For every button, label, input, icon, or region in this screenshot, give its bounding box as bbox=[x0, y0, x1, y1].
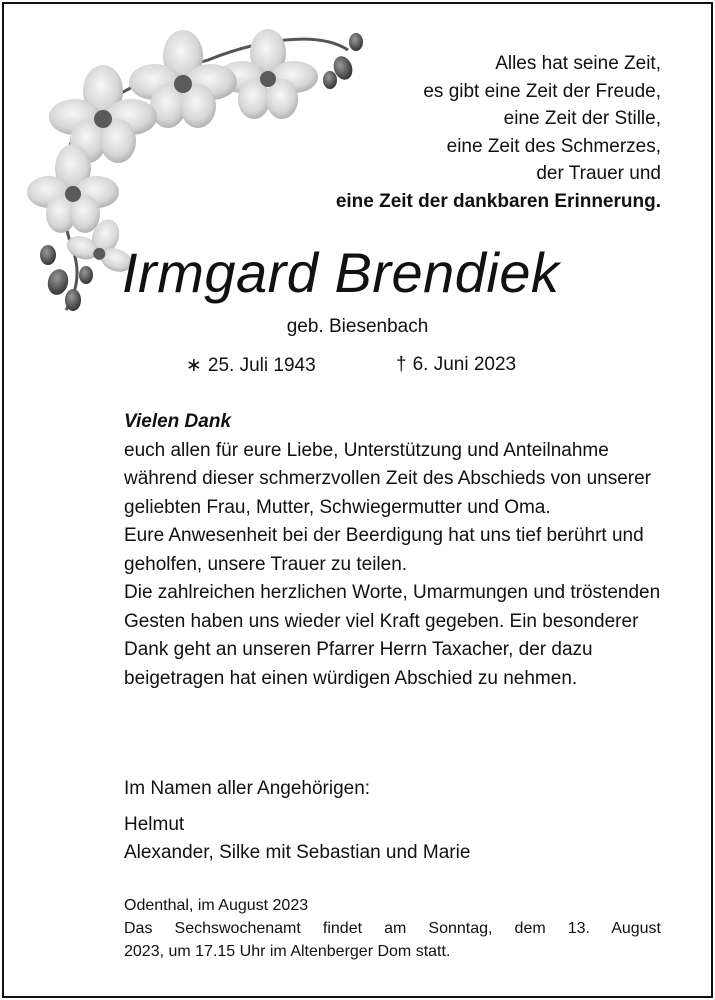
thanks-text bbox=[124, 408, 664, 693]
footer-note bbox=[124, 894, 661, 963]
poem bbox=[261, 50, 661, 215]
birth-symbol-icon: ∗ bbox=[186, 355, 202, 376]
poem-line: eine Zeit der Stille, bbox=[503, 108, 661, 129]
death-date bbox=[396, 354, 516, 376]
thanks-paragraph: Die zahlreichen herzlichen Worte, Umarmungen und tröstenden Gesten haben uns wieder viel Kraft gegeben. Ein besonderer Dank geht an unseren Pfarrer Herrn Taxacher, der dazu beigetragen hat einen würdigen Abschied zu nehmen. bbox=[124, 582, 661, 689]
poem-line: der Trauer und bbox=[536, 163, 661, 184]
signature-intro: Im Namen aller Angehörigen: bbox=[124, 778, 371, 799]
thanks-paragraph: euch allen für eure Liebe, Unterstützung und Anteilnahme während dieser schmerzvollen Zeit des Abschieds von unserer geliebten Frau, Mutter, Schwiegermutter und Oma. bbox=[124, 439, 651, 518]
signature-block bbox=[124, 775, 664, 867]
poem-bold-line: eine Zeit der dankbaren Erinnerung. bbox=[335, 190, 661, 212]
signature-name: Alexander, Silke mit Sebastian und Marie bbox=[124, 842, 471, 863]
birth-date-value: 25. Juli 1943 bbox=[207, 355, 316, 376]
birth-date bbox=[186, 354, 316, 377]
signature-name: Helmut bbox=[124, 814, 185, 835]
deceased-name: Irmgard Brendiek bbox=[122, 241, 560, 304]
service-announcement-end: 2023, um 17.15 Uhr im Altenberger Dom statt. bbox=[124, 943, 451, 960]
thanks-paragraph: Eure Anwesenheit bei der Beerdigung hat uns tief berührt und geholfen, unsere Trauer zu teilen. bbox=[124, 525, 644, 575]
poem-line: es gibt eine Zeit der Freude, bbox=[423, 80, 661, 102]
service-announcement: Das Sechswochenamt findet am Sonntag, dem 13. August bbox=[124, 920, 661, 937]
death-date-value: 6. Juni 2023 bbox=[412, 354, 517, 375]
cross-icon: † bbox=[396, 354, 407, 375]
place-date: Odenthal, im August 2023 bbox=[124, 897, 309, 914]
thanks-title: Vielen Dank bbox=[124, 411, 232, 432]
poem-line: eine Zeit des Schmerzes, bbox=[446, 135, 661, 157]
maiden-name: geb. Biesenbach bbox=[286, 316, 429, 337]
poem-line: Alles hat seine Zeit, bbox=[495, 53, 661, 74]
